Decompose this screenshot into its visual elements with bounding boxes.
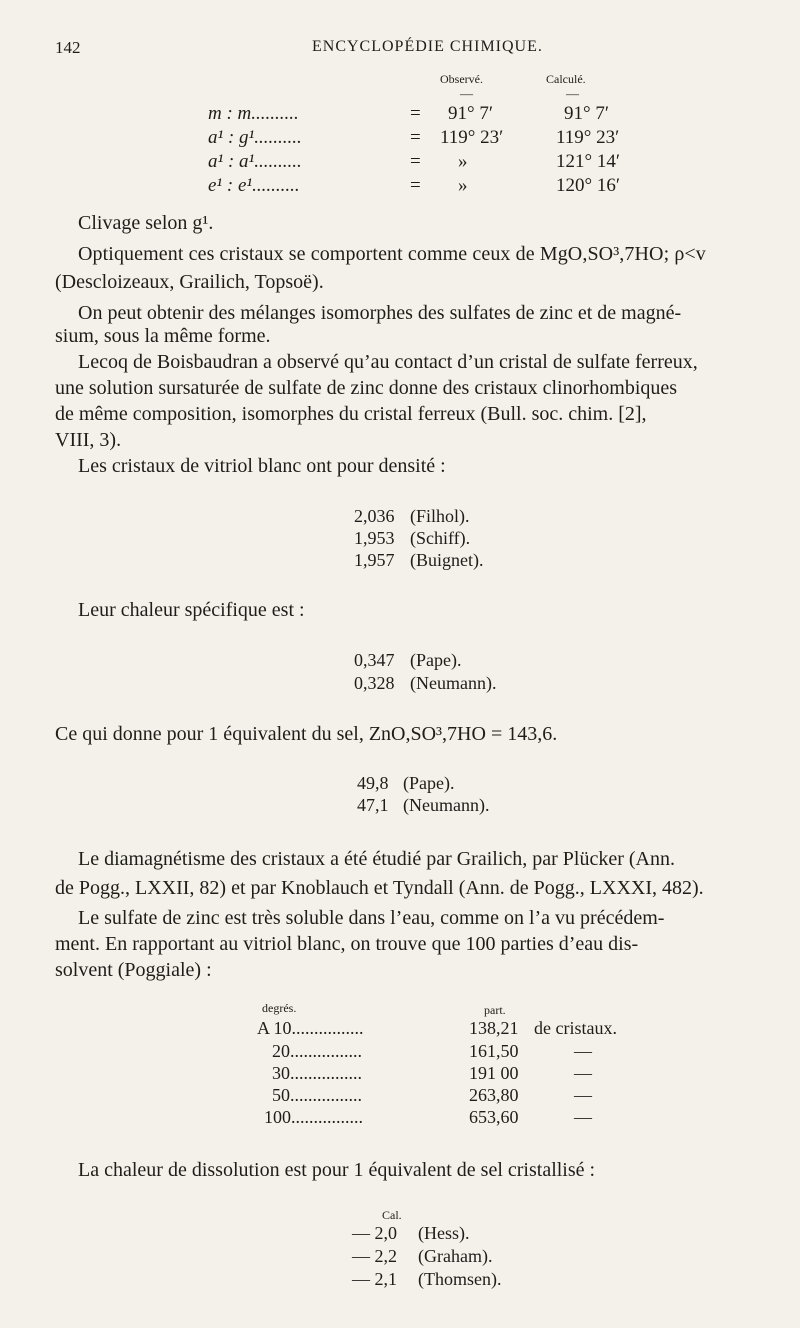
- angle-eq: =: [410, 151, 421, 172]
- solubility-parts: 263,80: [469, 1085, 519, 1105]
- angle-eq: =: [410, 127, 421, 148]
- dissolution-value: — 2,2: [352, 1246, 397, 1266]
- text-line: solvent (Poggiale) :: [55, 959, 212, 981]
- col-parts: part.: [484, 1003, 506, 1017]
- text-line: On peut obtenir des mélanges isomorphes des sulfates de zinc et de magné-: [78, 302, 682, 324]
- text-line: Le diamagnétisme des cristaux a été étudié par Grailich, par Plücker (Ann.: [78, 848, 675, 870]
- solubility-note: —: [574, 1063, 592, 1083]
- text-line: (Descloizeaux, Grailich, Topsoë).: [55, 271, 324, 293]
- density-value: 1,957: [354, 550, 395, 570]
- col-observed: Observé.: [440, 72, 483, 86]
- solubility-degrees: A 10................: [257, 1018, 364, 1038]
- solubility-note: —: [574, 1041, 592, 1061]
- col-cal: Cal.: [382, 1208, 402, 1222]
- angle-faces: e¹ : e¹..........: [208, 175, 300, 196]
- angle-faces: a¹ : a¹..........: [208, 151, 302, 172]
- molar-heat-source: (Pape).: [403, 773, 455, 793]
- dissolution-source: (Graham).: [418, 1246, 493, 1266]
- solubility-degrees: 20................: [272, 1041, 362, 1061]
- running-title: ENCYCLOPÉDIE CHIMIQUE.: [312, 38, 543, 55]
- angle-observed: »: [458, 175, 468, 196]
- text-line: Les cristaux de vitriol blanc ont pour densité :: [78, 455, 446, 477]
- solubility-parts: 653,60: [469, 1107, 519, 1127]
- solubility-parts: 191 00: [469, 1063, 519, 1083]
- text-line: sium, sous la même forme.: [55, 325, 271, 347]
- angle-calculated: 119° 23′: [556, 127, 620, 148]
- specific-heat-source: (Neumann).: [410, 673, 497, 693]
- angle-observed: »: [458, 151, 468, 172]
- text-line: VIII, 3).: [55, 429, 122, 451]
- specific-heat-value: 0,328: [354, 673, 395, 693]
- text-line: La chaleur de dissolution est pour 1 équivalent de sel cristallisé :: [78, 1159, 596, 1181]
- solubility-degrees: 100................: [264, 1107, 363, 1127]
- text-line: Leur chaleur spécifique est :: [78, 599, 305, 621]
- text-line: de même composition, isomorphes du cristal ferreux (Bull. soc. chim. [2],: [55, 403, 647, 425]
- angle-eq: =: [410, 103, 421, 124]
- col-calculated: Calculé.: [546, 72, 586, 86]
- density-source: (Filhol).: [410, 506, 470, 526]
- solubility-note: —: [574, 1107, 592, 1127]
- specific-heat-source: (Pape).: [410, 650, 462, 670]
- angle-calculated: 91° 7′: [564, 103, 610, 124]
- density-value: 1,953: [354, 528, 395, 548]
- angle-eq: =: [410, 175, 421, 196]
- angle-faces: a¹ : g¹..........: [208, 127, 302, 148]
- rule-mark: —: [566, 86, 579, 101]
- molar-heat-source: (Neumann).: [403, 795, 490, 815]
- specific-heat-value: 0,347: [354, 650, 395, 670]
- angle-observed: 91° 7′: [448, 103, 494, 124]
- text-line: Lecoq de Boisbaudran a observé qu’au contact d’un cristal de sulfate ferreux,: [78, 351, 698, 373]
- molar-heat-value: 49,8: [357, 773, 389, 793]
- solubility-parts: 138,21: [469, 1018, 519, 1038]
- text-line: Le sulfate de zinc est très soluble dans l’eau, comme on l’a vu précédem-: [78, 907, 665, 929]
- text-line: Ce qui donne pour 1 équivalent du sel, ZnO,SO³,7HO = 143,6.: [55, 723, 558, 745]
- density-value: 2,036: [354, 506, 395, 526]
- dissolution-value: — 2,0: [352, 1223, 397, 1243]
- text-line: une solution sursaturée de sulfate de zinc donne des cristaux clinorhombiques: [55, 377, 678, 399]
- molar-heat-value: 47,1: [357, 795, 389, 815]
- text-line: ment. En rapportant au vitriol blanc, on trouve que 100 parties d’eau dis-: [55, 933, 639, 955]
- angle-faces: m : m..........: [208, 103, 299, 124]
- text-line: Optiquement ces cristaux se comportent comme ceux de MgO,SO³,7HO; ρ<v: [78, 243, 706, 265]
- text-line: de Pogg., LXXII, 82) et par Knoblauch et Tyndall (Ann. de Pogg., LXXXI, 482).: [55, 877, 704, 899]
- solubility-parts: 161,50: [469, 1041, 519, 1061]
- angle-calculated: 121° 14′: [556, 151, 621, 172]
- solubility-degrees: 50................: [272, 1085, 362, 1105]
- density-source: (Schiff).: [410, 528, 471, 548]
- angle-calculated: 120° 16′: [556, 175, 621, 196]
- col-degrees: degrés.: [262, 1001, 297, 1015]
- density-source: (Buignet).: [410, 550, 484, 570]
- angle-observed: 119° 23′: [440, 127, 504, 148]
- page-number: 142: [55, 38, 81, 57]
- solubility-note: de cristaux.: [534, 1018, 617, 1038]
- solubility-degrees: 30................: [272, 1063, 362, 1083]
- dissolution-source: (Thomsen).: [418, 1269, 502, 1289]
- rule-mark: —: [460, 86, 473, 101]
- solubility-note: —: [574, 1085, 592, 1105]
- dissolution-source: (Hess).: [418, 1223, 470, 1243]
- text-line: Clivage selon g¹.: [78, 212, 214, 234]
- dissolution-value: — 2,1: [352, 1269, 397, 1289]
